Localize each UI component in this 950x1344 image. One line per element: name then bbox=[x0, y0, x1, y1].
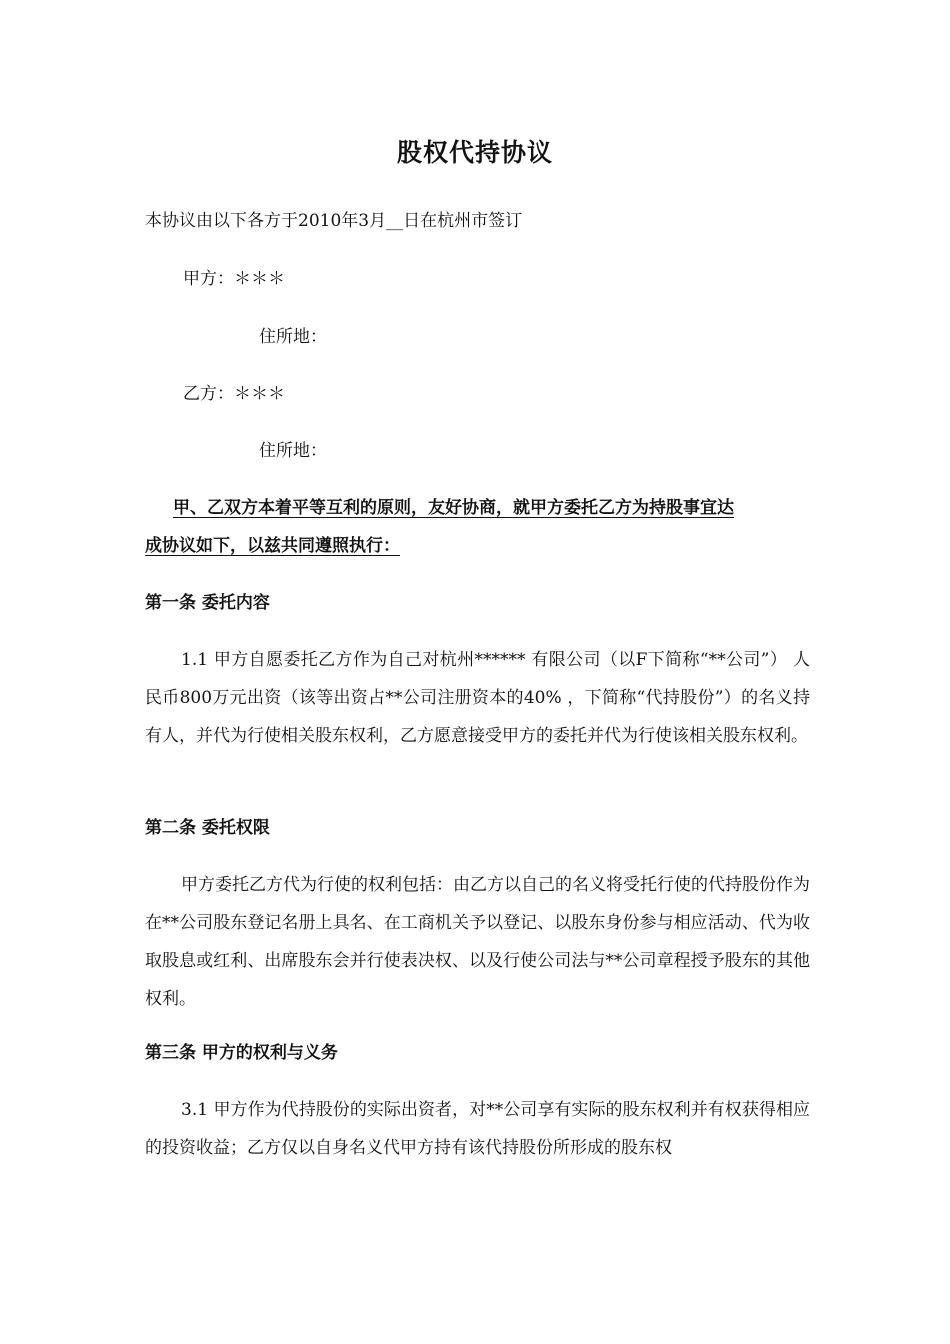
party-b-label: 乙方：＊＊＊ bbox=[183, 384, 285, 404]
section-3-body: 3.1 甲方作为代持股份的实际出资者，对**公司享有实际的股东权利并有权获得相应的投资收益；乙方仅以自身名义代甲方持有该代持股份所形成的股东权 bbox=[145, 1100, 810, 1158]
section-3-body-block bbox=[145, 1091, 810, 1167]
party-b-address-label: 住所地： bbox=[259, 441, 327, 461]
section-2-body: 甲方委托乙方代为行使的权利包括：由乙方以自己的名义将受托行使的代持股份作为在**公司股东登记名册上具名、在工商机关予以登记、以股东身份参与相应活动、代为收取股息或红利、出席股东会并行使表决权、以及行使公司法与**公司章程授予股东的其他权利。 bbox=[145, 875, 810, 1009]
section-1-body: 1.1 甲方自愿委托乙方作为自己对杭州****** 有限公司（以F下简称“**公司”） 人民币800万元出资（该等出资占**公司注册资本的40% ，下简称“代持股份”）的名义持有人，并代为行使相关股东权利，乙方愿意接受甲方的委托并代为行使该相关股东权利。 bbox=[145, 650, 810, 746]
intro-line: 本协议由以下各方于2010年3月__日在杭州市签订 bbox=[145, 211, 523, 231]
section-1-heading: 第一条 委托内容 bbox=[145, 593, 270, 613]
section-1-body-block bbox=[145, 641, 810, 755]
document-title: 股权代持协议 bbox=[396, 138, 553, 167]
section-3-heading: 第三条 甲方的权利与义务 bbox=[145, 1043, 338, 1063]
party-a-address-label: 住所地： bbox=[259, 327, 327, 347]
section-2-heading: 第二条 委托权限 bbox=[145, 818, 270, 838]
section-2-body-block bbox=[145, 866, 810, 1018]
preamble-line-1: 甲、乙双方本着平等互利的原则，友好协商，就甲方委托乙方为持股事宜达 bbox=[173, 498, 734, 518]
party-a-label: 甲方：＊＊＊ bbox=[183, 269, 285, 289]
preamble-line-2: 成协议如下，以兹共同遵照执行： bbox=[145, 536, 400, 556]
